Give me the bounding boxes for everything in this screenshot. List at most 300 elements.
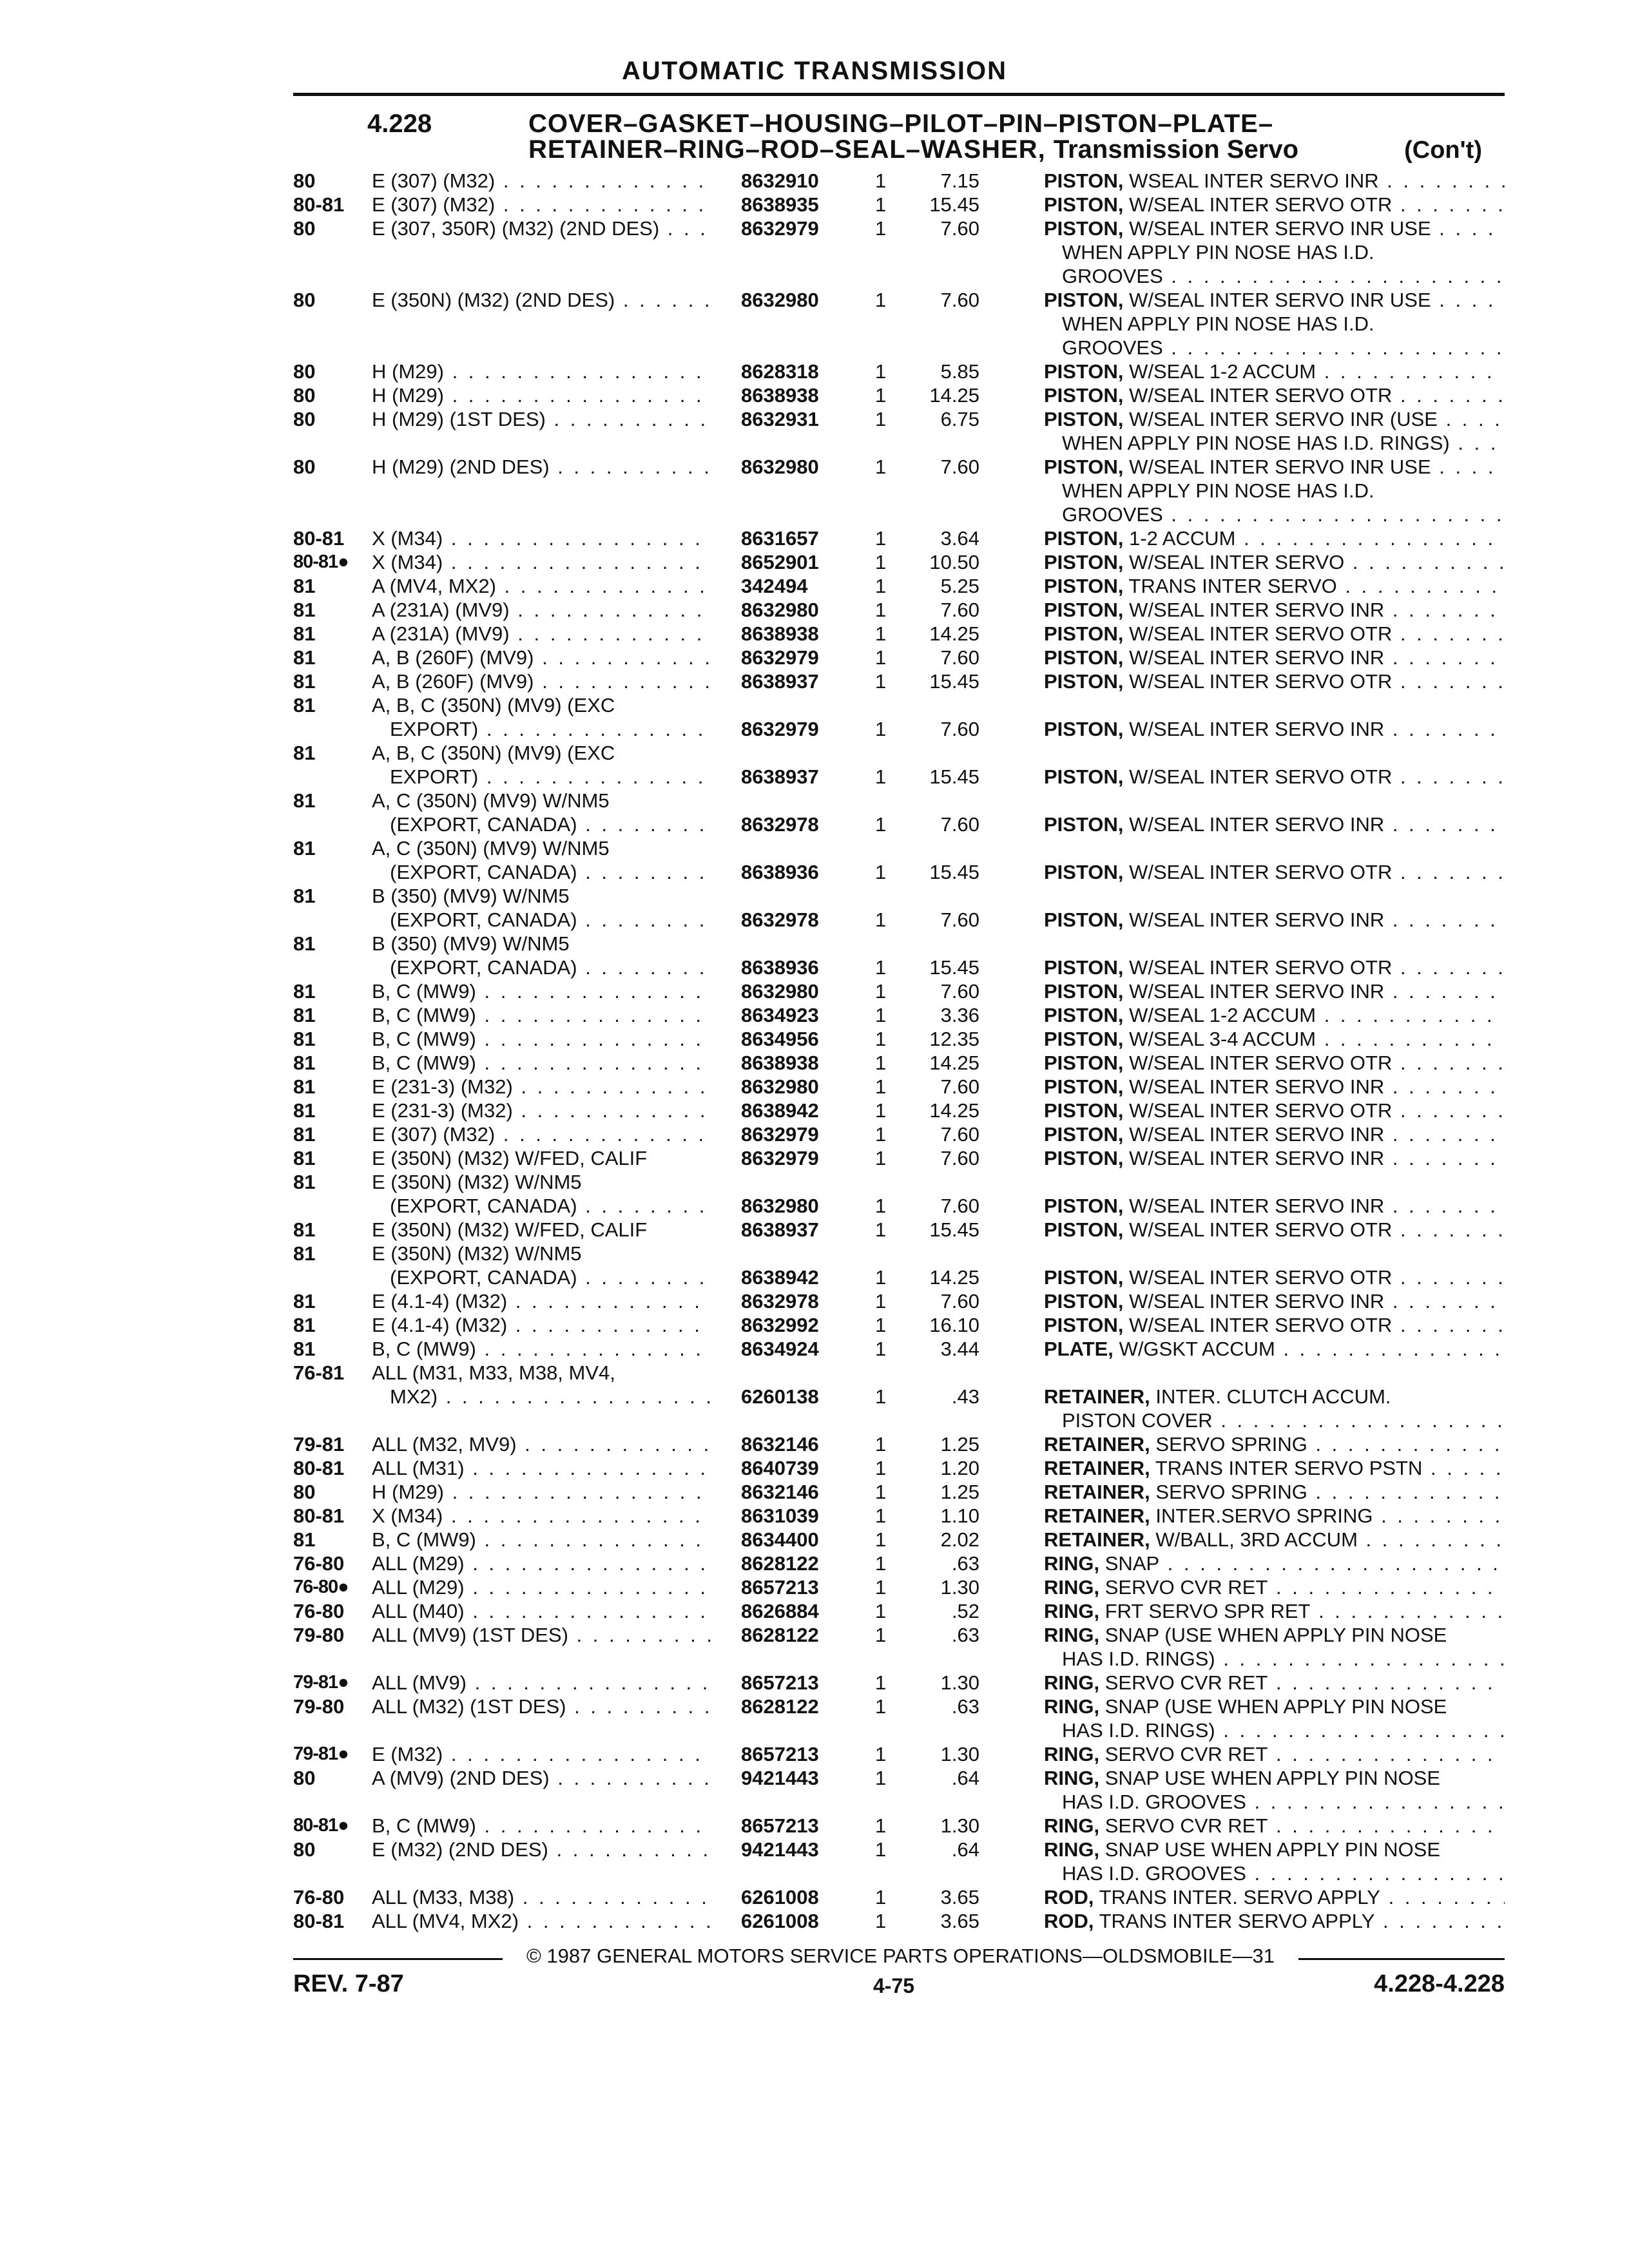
part-number: 8652901 bbox=[741, 551, 819, 573]
table-row bbox=[0, 1194, 1629, 1218]
model-application: A, B, C (350N) (MV9) (EXC bbox=[372, 694, 615, 716]
model-application: H (M29) . . . bbox=[372, 1480, 712, 1504]
model-application: E (231-3) (M32) . . . bbox=[372, 1099, 712, 1122]
price: 15.45 bbox=[929, 1218, 979, 1241]
part-description-text: W/SEAL INTER SERVO OTR bbox=[1129, 193, 1393, 216]
table-row bbox=[0, 622, 1629, 646]
part-description-cont: HAS I.D. GROOVES . . . bbox=[1062, 1790, 1505, 1814]
part-description-text: FRT SERVO SPR RET bbox=[1104, 1600, 1311, 1622]
model-application-cont: (EXPORT, CANADA) . . . bbox=[390, 908, 712, 932]
table-row bbox=[0, 312, 1629, 336]
price: 14.25 bbox=[929, 384, 979, 407]
year-range: 81 bbox=[293, 1528, 316, 1551]
part-number: 8638937 bbox=[741, 765, 819, 788]
section-title-line2-text: RETAINER–RING–ROD–SEAL–WASHER, bbox=[528, 135, 1046, 164]
part-description-text: SNAP bbox=[1104, 1552, 1160, 1575]
table-row bbox=[0, 1003, 1629, 1027]
table-row bbox=[0, 503, 1629, 526]
table-row bbox=[0, 574, 1629, 598]
year-range: 81 bbox=[293, 1123, 316, 1146]
part-number: 8632980 bbox=[741, 289, 819, 311]
part-description bbox=[1044, 1432, 1505, 1456]
part-number: 8632992 bbox=[741, 1314, 819, 1336]
quantity: 1 bbox=[875, 1528, 887, 1551]
part-name: ROD, bbox=[1044, 1886, 1094, 1908]
quantity: 1 bbox=[875, 1576, 887, 1599]
year-range: 81 bbox=[293, 789, 316, 812]
price: 14.25 bbox=[929, 1052, 979, 1074]
price: 1.30 bbox=[940, 1576, 979, 1599]
part-description bbox=[1044, 526, 1505, 550]
table-row bbox=[0, 1099, 1629, 1122]
quantity: 1 bbox=[875, 1552, 887, 1575]
model-application-cont: (EXPORT, CANADA) . . . bbox=[390, 956, 712, 979]
quantity: 1 bbox=[875, 1910, 887, 1932]
part-description bbox=[1044, 908, 1505, 932]
part-name: RING, bbox=[1044, 1695, 1100, 1718]
part-description bbox=[1044, 1146, 1505, 1170]
quantity: 1 bbox=[875, 456, 887, 478]
part-description-text: W/SEAL INTER SERVO INR bbox=[1129, 718, 1385, 740]
quantity: 1 bbox=[875, 1457, 887, 1479]
quantity: 1 bbox=[875, 670, 887, 693]
part-name: PISTON, bbox=[1044, 289, 1124, 311]
continued-label: (Con't) bbox=[1404, 137, 1482, 164]
year-range: 80-81● bbox=[293, 552, 349, 572]
part-description-text: W/SEAL INTER SERVO OTR bbox=[1129, 622, 1393, 645]
part-number: 9421443 bbox=[741, 1767, 819, 1789]
part-name: PISTON, bbox=[1044, 622, 1124, 645]
part-description-text: W/SEAL INTER SERVO bbox=[1129, 551, 1345, 573]
table-row bbox=[0, 646, 1629, 669]
part-name: RETAINER, bbox=[1044, 1504, 1150, 1527]
table-row bbox=[0, 669, 1629, 693]
part-description bbox=[1044, 1289, 1505, 1313]
part-number: 8657213 bbox=[741, 1743, 819, 1765]
part-description-text: SNAP USE WHEN APPLY PIN NOSE bbox=[1104, 1767, 1441, 1789]
part-name: PISTON, bbox=[1044, 599, 1124, 621]
quantity: 1 bbox=[875, 289, 887, 311]
part-description-text: SERVO CVR RET bbox=[1104, 1814, 1268, 1837]
model-application-cont: (EXPORT, CANADA) . . . bbox=[390, 860, 712, 884]
year-range: 81 bbox=[293, 980, 316, 1003]
model-application: ALL (M29) . . . bbox=[372, 1552, 712, 1575]
part-description-text: SNAP (USE WHEN APPLY PIN NOSE bbox=[1104, 1624, 1447, 1646]
table-row bbox=[0, 1265, 1629, 1289]
year-range: 80-81 bbox=[293, 1504, 345, 1527]
part-number: 8657213 bbox=[741, 1671, 819, 1694]
table-row bbox=[0, 383, 1629, 407]
table-row bbox=[0, 550, 1629, 574]
quantity: 1 bbox=[875, 384, 887, 407]
price: 15.45 bbox=[929, 765, 979, 788]
part-name: PISTON, bbox=[1044, 575, 1124, 597]
table-row bbox=[0, 1575, 1629, 1599]
part-description bbox=[1044, 860, 1505, 884]
model-application: X (M34) . . . bbox=[372, 550, 712, 574]
table-row bbox=[0, 407, 1629, 431]
part-name: PLATE, bbox=[1044, 1338, 1113, 1360]
part-number: 8632980 bbox=[741, 1075, 819, 1098]
model-application: ALL (MV4, MX2) . . . bbox=[372, 1909, 712, 1933]
quantity: 1 bbox=[875, 1814, 887, 1837]
part-name: PISTON, bbox=[1044, 551, 1124, 573]
part-number: 8632931 bbox=[741, 408, 819, 430]
quantity: 1 bbox=[875, 1433, 887, 1456]
quantity: 1 bbox=[875, 1099, 887, 1122]
table-row bbox=[0, 1432, 1629, 1456]
model-application: A (231A) (MV9) . . . bbox=[372, 622, 712, 646]
part-name: PISTON, bbox=[1044, 670, 1124, 693]
part-name: PISTON, bbox=[1044, 1314, 1124, 1336]
year-range: 80-81 bbox=[293, 193, 345, 216]
quantity: 1 bbox=[875, 861, 887, 883]
price: 3.64 bbox=[940, 527, 979, 550]
price: 7.60 bbox=[940, 1290, 979, 1312]
year-range: 81 bbox=[293, 1075, 316, 1098]
part-number: 8626884 bbox=[741, 1600, 819, 1622]
price: 15.45 bbox=[929, 956, 979, 979]
year-range: 81 bbox=[293, 1028, 316, 1050]
table-row bbox=[0, 1623, 1629, 1647]
part-description-text: W/SEAL INTER SERVO OTR bbox=[1129, 670, 1393, 693]
quantity: 1 bbox=[875, 1767, 887, 1789]
copyright: © 1987 GENERAL MOTORS SERVICE PARTS OPERATIONS—OLDSMOBILE—31 bbox=[526, 1945, 1275, 1967]
table-row bbox=[0, 455, 1629, 479]
year-range: 80 bbox=[293, 1838, 316, 1861]
model-application: A, B, C (350N) (MV9) (EXC bbox=[372, 742, 615, 764]
year-range: 81 bbox=[293, 694, 316, 716]
footer-rule-left bbox=[293, 1958, 503, 1960]
part-number: 8638935 bbox=[741, 193, 819, 216]
table-row bbox=[0, 717, 1629, 741]
part-description bbox=[1044, 1814, 1505, 1838]
part-description-cont: WHEN APPLY PIN NOSE HAS I.D. bbox=[1062, 479, 1374, 502]
year-range: 81 bbox=[293, 1099, 316, 1122]
table-row bbox=[0, 1766, 1629, 1790]
year-range: 80 bbox=[293, 289, 316, 311]
price: 1.20 bbox=[940, 1457, 979, 1479]
table-row bbox=[0, 1909, 1629, 1933]
part-description bbox=[1044, 1099, 1505, 1122]
part-description-text: SERVO CVR RET bbox=[1104, 1671, 1268, 1694]
quantity: 1 bbox=[875, 575, 887, 597]
table-row bbox=[0, 956, 1629, 979]
part-description-text: TRANS INTER SERVO APPLY bbox=[1099, 1910, 1375, 1932]
quantity: 1 bbox=[875, 360, 887, 383]
part-name: PISTON, bbox=[1044, 1147, 1124, 1169]
table-row bbox=[0, 1146, 1629, 1170]
model-application: ALL (MV9) (1ST DES) . . . bbox=[372, 1623, 712, 1647]
part-description bbox=[1044, 574, 1505, 598]
year-range: 80 bbox=[293, 169, 316, 192]
part-number: 6260138 bbox=[741, 1385, 819, 1408]
year-range: 81 bbox=[293, 932, 316, 955]
quantity: 1 bbox=[875, 1123, 887, 1146]
part-description bbox=[1044, 1027, 1505, 1051]
year-range: 80-81 bbox=[293, 1910, 345, 1932]
part-description bbox=[1044, 1599, 1505, 1623]
table-row bbox=[0, 288, 1629, 312]
price: 6.75 bbox=[940, 408, 979, 430]
model-application: B, C (MW9) . . . bbox=[372, 1051, 712, 1075]
part-name: PISTON, bbox=[1044, 193, 1124, 216]
price: 16.10 bbox=[929, 1314, 979, 1336]
table-row bbox=[0, 789, 1629, 812]
year-range: 80-81 bbox=[293, 1457, 345, 1479]
model-application: E (350N) (M32) W/FED, CALIF bbox=[372, 1147, 648, 1169]
part-name: PISTON, bbox=[1044, 956, 1124, 979]
year-range: 81 bbox=[293, 1052, 316, 1074]
part-description-text: W/SEAL 1-2 ACCUM bbox=[1129, 1004, 1316, 1026]
table-row bbox=[0, 526, 1629, 550]
model-application: E (4.1-4) (M32) . . . bbox=[372, 1313, 712, 1337]
part-description bbox=[1044, 1003, 1505, 1027]
table-row bbox=[0, 884, 1629, 908]
table-row bbox=[0, 1122, 1629, 1146]
quantity: 1 bbox=[875, 1743, 887, 1765]
part-description-text: W/SEAL INTER SERVO OTR bbox=[1129, 1314, 1393, 1336]
price: .63 bbox=[951, 1552, 979, 1575]
model-application: B (350) (MV9) W/NM5 bbox=[372, 932, 570, 955]
model-application-cont: MX2) . . . bbox=[390, 1385, 712, 1408]
page-title: AUTOMATIC TRANSMISSION bbox=[621, 57, 1008, 85]
part-number: 8628122 bbox=[741, 1695, 819, 1718]
part-name: RETAINER, bbox=[1044, 1528, 1150, 1551]
part-number: 8628122 bbox=[741, 1624, 819, 1646]
year-range: 80-81● bbox=[293, 1815, 349, 1836]
price: 5.25 bbox=[940, 575, 979, 597]
part-description-text: 1-2 ACCUM bbox=[1129, 527, 1236, 550]
price: .64 bbox=[951, 1767, 979, 1789]
part-description-text: W/SEAL INTER SERVO INR bbox=[1129, 1290, 1385, 1312]
year-range: 81 bbox=[293, 1004, 316, 1026]
year-range: 81 bbox=[293, 837, 316, 860]
part-description bbox=[1044, 1122, 1505, 1146]
price: 14.25 bbox=[929, 622, 979, 645]
model-application: X (M34) . . . bbox=[372, 1504, 712, 1528]
part-description-text: W/SEAL INTER SERVO OTR bbox=[1129, 956, 1393, 979]
part-description-text: W/SEAL INTER SERVO INR bbox=[1129, 1123, 1385, 1146]
table-row bbox=[0, 598, 1629, 622]
price: .63 bbox=[951, 1695, 979, 1718]
model-application: ALL (M31, M33, M38, MV4, bbox=[372, 1361, 615, 1384]
price: 12.35 bbox=[929, 1028, 979, 1050]
price: 7.60 bbox=[940, 908, 979, 931]
price: .43 bbox=[951, 1385, 979, 1408]
table-row bbox=[0, 1599, 1629, 1623]
year-range: 81 bbox=[293, 646, 316, 669]
part-number: 6261008 bbox=[741, 1910, 819, 1932]
part-description-text: W/SEAL INTER SERVO INR bbox=[1129, 1195, 1385, 1217]
part-description-cont: HAS I.D. RINGS) . . . bbox=[1062, 1647, 1505, 1671]
price: 7.60 bbox=[940, 1075, 979, 1098]
price: 14.25 bbox=[929, 1266, 979, 1289]
part-name: PISTON, bbox=[1044, 456, 1124, 478]
quantity: 1 bbox=[875, 1028, 887, 1050]
quantity: 1 bbox=[875, 1075, 887, 1098]
model-application: E (350N) (M32) W/NM5 bbox=[372, 1242, 582, 1265]
part-name: RING, bbox=[1044, 1814, 1100, 1837]
part-description bbox=[1044, 1456, 1505, 1480]
part-description-text: W/SEAL INTER SERVO INR bbox=[1129, 908, 1385, 931]
model-application-cont: EXPORT) . . . bbox=[390, 717, 712, 741]
model-application: E (350N) (M32) W/NM5 bbox=[372, 1171, 582, 1193]
part-number: 342494 bbox=[741, 575, 808, 597]
quantity: 1 bbox=[875, 1147, 887, 1169]
model-application-cont: (EXPORT, CANADA) . . . bbox=[390, 1194, 712, 1218]
quantity: 1 bbox=[875, 1600, 887, 1622]
table-row bbox=[0, 1242, 1629, 1265]
quantity: 1 bbox=[875, 1052, 887, 1074]
part-description-text: SNAP USE WHEN APPLY PIN NOSE bbox=[1104, 1838, 1441, 1861]
price: 7.60 bbox=[940, 289, 979, 311]
part-number: 8632979 bbox=[741, 718, 819, 740]
part-description bbox=[1044, 1075, 1505, 1099]
part-description bbox=[1044, 1695, 1505, 1718]
part-number: 8632979 bbox=[741, 1147, 819, 1169]
footer-rule-right bbox=[1298, 1958, 1505, 1960]
part-name: RING, bbox=[1044, 1600, 1100, 1622]
table-row bbox=[0, 693, 1629, 717]
part-number: 8638938 bbox=[741, 622, 819, 645]
part-name: PISTON, bbox=[1044, 408, 1124, 430]
part-description-cont: GROOVES . . . bbox=[1062, 503, 1505, 526]
part-number: 8632978 bbox=[741, 908, 819, 931]
part-description bbox=[1044, 717, 1505, 741]
part-description bbox=[1044, 1313, 1505, 1337]
page-number: 4-75 bbox=[873, 1974, 915, 1997]
part-description bbox=[1044, 1051, 1505, 1075]
part-number: 8632979 bbox=[741, 646, 819, 669]
table-row bbox=[0, 932, 1629, 956]
part-description-text: SERVO CVR RET bbox=[1104, 1576, 1268, 1599]
part-description-text: W/SEAL INTER SERVO INR (USE bbox=[1129, 408, 1438, 430]
model-application: E (307) (M32) . . . bbox=[372, 1122, 712, 1146]
model-application: H (M29) . . . bbox=[372, 383, 712, 407]
table-row bbox=[0, 1552, 1629, 1575]
model-application-cont: (EXPORT, CANADA) . . . bbox=[390, 812, 712, 836]
part-number: 8638936 bbox=[741, 861, 819, 883]
year-range: 81 bbox=[293, 622, 316, 645]
part-description bbox=[1044, 1909, 1505, 1933]
model-application: ALL (M40) . . . bbox=[372, 1599, 712, 1623]
quantity: 1 bbox=[875, 1481, 887, 1503]
part-description bbox=[1044, 407, 1505, 431]
price: 15.45 bbox=[929, 861, 979, 883]
section-range: 4.228-4.228 bbox=[1374, 1970, 1505, 1997]
model-application: B, C (MW9) . . . bbox=[372, 979, 712, 1003]
quantity: 1 bbox=[875, 1195, 887, 1217]
part-description-text: SNAP (USE WHEN APPLY PIN NOSE bbox=[1104, 1695, 1447, 1718]
part-number: 8631657 bbox=[741, 527, 819, 550]
quantity: 1 bbox=[875, 169, 887, 192]
part-number: 8638942 bbox=[741, 1266, 819, 1289]
price: 3.65 bbox=[940, 1886, 979, 1908]
quantity: 1 bbox=[875, 718, 887, 740]
part-number: 8638937 bbox=[741, 670, 819, 693]
table-row bbox=[0, 1790, 1629, 1814]
year-range: 80 bbox=[293, 408, 316, 430]
part-name: PISTON, bbox=[1044, 1218, 1124, 1241]
part-description-text: W/GSKT ACCUM bbox=[1119, 1338, 1275, 1360]
part-name: RING, bbox=[1044, 1624, 1100, 1646]
quantity: 1 bbox=[875, 1385, 887, 1408]
part-name: PISTON, bbox=[1044, 765, 1124, 788]
part-number: 8632146 bbox=[741, 1433, 819, 1456]
part-description bbox=[1044, 765, 1505, 789]
table-row bbox=[0, 264, 1629, 288]
year-range: 76-80 bbox=[293, 1600, 345, 1622]
part-name: RETAINER, bbox=[1044, 1433, 1150, 1456]
part-description-cont: GROOVES . . . bbox=[1062, 336, 1505, 360]
table-row bbox=[0, 1647, 1629, 1671]
quantity: 1 bbox=[875, 1218, 887, 1241]
part-number: 8632979 bbox=[741, 1123, 819, 1146]
table-row bbox=[0, 836, 1629, 860]
part-description-text: W/SEAL INTER SERVO INR bbox=[1129, 813, 1385, 836]
price: 2.02 bbox=[940, 1528, 979, 1551]
part-description-text: W/SEAL INTER SERVO OTR bbox=[1129, 1218, 1393, 1241]
year-range: 81 bbox=[293, 1242, 316, 1265]
model-application: B, C (MW9) . . . bbox=[372, 1337, 712, 1361]
quantity: 1 bbox=[875, 980, 887, 1003]
quantity: 1 bbox=[875, 1838, 887, 1861]
revision: REV. 7-87 bbox=[293, 1970, 404, 1997]
model-application: E (350N) (M32) W/FED, CALIF bbox=[372, 1218, 648, 1241]
table-row bbox=[0, 812, 1629, 836]
table-row bbox=[0, 1742, 1629, 1766]
quantity: 1 bbox=[875, 193, 887, 216]
price: 15.45 bbox=[929, 670, 979, 693]
table-row bbox=[0, 336, 1629, 360]
part-name: RING, bbox=[1044, 1576, 1100, 1599]
table-row bbox=[0, 1885, 1629, 1909]
part-name: PISTON, bbox=[1044, 1028, 1124, 1050]
model-application: B, C (MW9) . . . bbox=[372, 1814, 712, 1838]
year-range: 81 bbox=[293, 1338, 316, 1360]
part-number: 8628122 bbox=[741, 1552, 819, 1575]
part-name: PISTON, bbox=[1044, 1075, 1124, 1098]
part-description-text: W/BALL, 3RD ACCUM bbox=[1155, 1528, 1358, 1551]
model-application: E (231-3) (M32) . . . bbox=[372, 1075, 712, 1099]
table-row bbox=[0, 1861, 1629, 1885]
part-number: 9421443 bbox=[741, 1838, 819, 1861]
part-number: 8638937 bbox=[741, 1218, 819, 1241]
parts-list bbox=[0, 169, 1629, 1933]
part-number: 8638942 bbox=[741, 1099, 819, 1122]
part-number: 8640739 bbox=[741, 1457, 819, 1479]
table-row bbox=[0, 193, 1629, 216]
part-number: 8634923 bbox=[741, 1004, 819, 1026]
part-description-cont: WHEN APPLY PIN NOSE HAS I.D. bbox=[1062, 241, 1374, 264]
part-name: RETAINER, bbox=[1044, 1385, 1150, 1408]
table-row bbox=[0, 1075, 1629, 1099]
quantity: 1 bbox=[875, 1290, 887, 1312]
part-description-text: W/SEAL INTER SERVO OTR bbox=[1129, 1266, 1393, 1289]
model-application-cont: (EXPORT, CANADA) . . . bbox=[390, 1265, 712, 1289]
part-number: 8632980 bbox=[741, 456, 819, 478]
table-row bbox=[0, 431, 1629, 455]
price: 7.60 bbox=[940, 718, 979, 740]
part-description bbox=[1044, 383, 1505, 407]
quantity: 1 bbox=[875, 1338, 887, 1360]
part-description-text: SERVO SPRING bbox=[1155, 1433, 1307, 1456]
table-row bbox=[0, 1170, 1629, 1194]
table-row bbox=[0, 765, 1629, 789]
part-description-text: W/SEAL 3-4 ACCUM bbox=[1129, 1028, 1316, 1050]
table-row bbox=[0, 1504, 1629, 1528]
